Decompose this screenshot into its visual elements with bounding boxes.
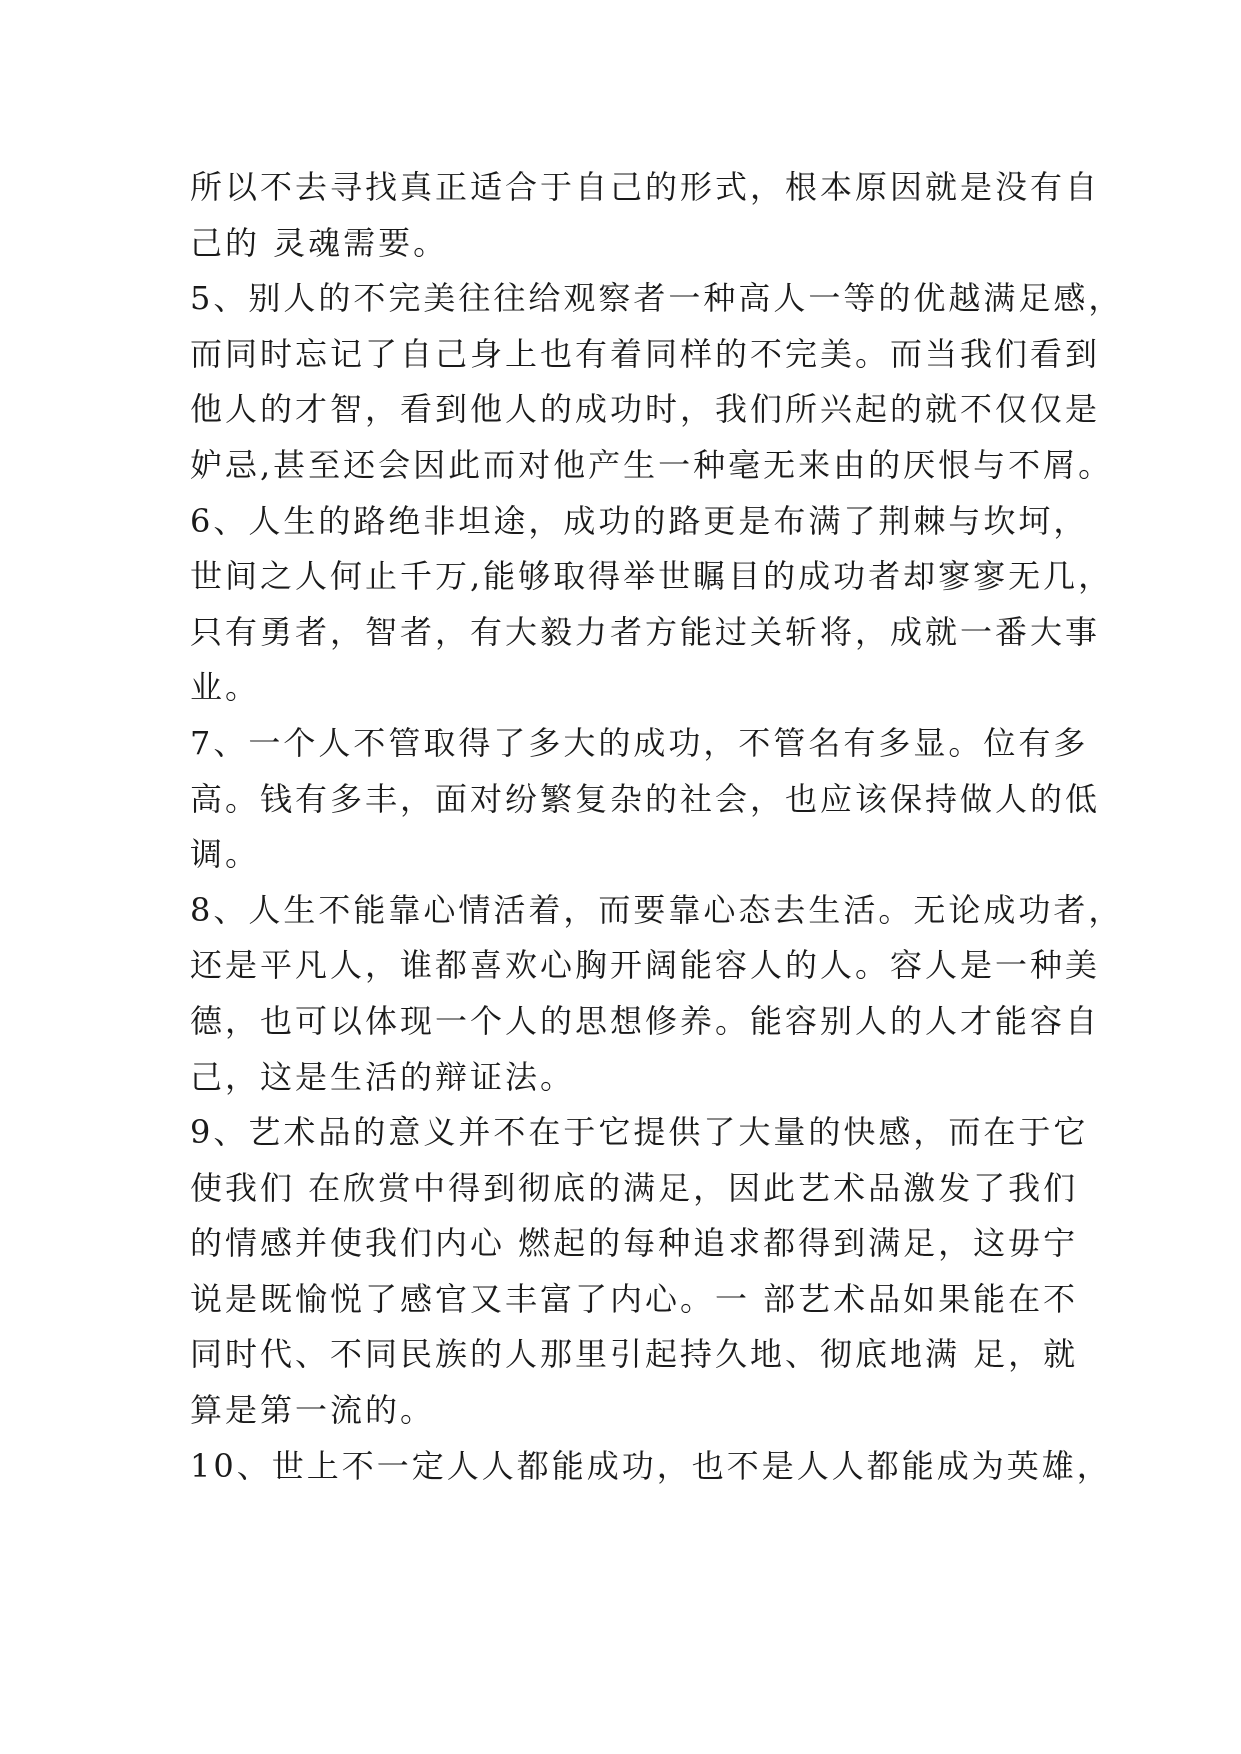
text-line: 业。 — [190, 668, 261, 707]
text-line: 7、一个人不管取得了多大的成功，不管名有多显。位有多 — [190, 723, 1089, 762]
text-line: 世间之人何止千万,能够取得举世瞩目的成功者却寥寥无几， — [190, 557, 1114, 596]
text-line: 的情感并使我们内心 燃起的每种追求都得到满足，这毋宁 — [190, 1224, 1079, 1263]
text-line: 己的 灵魂需要。 — [190, 223, 449, 262]
text-line: 妒忌,甚至还会因此而对他产生一种毫无来由的厌恨与不屑。 — [190, 445, 1114, 484]
text-line: 6、人生的路绝非坦途，成功的路更是布满了荆棘与坎坷， — [190, 501, 1089, 540]
text-line: 使我们 在欣赏中得到彻底的满足，因此艺术品激发了我们 — [190, 1168, 1079, 1207]
text-line: 10、世上不一定人人都能成功，也不是人人都能成为英雄， — [190, 1446, 1112, 1485]
text-line: 德，也可以体现一个人的思想修养。能容别人的人才能容自 — [190, 1001, 1101, 1040]
text-line: 同时代、不同民族的人那里引起持久地、彻底地满 足，就 — [190, 1335, 1079, 1374]
text-line: 算是第一流的。 — [190, 1391, 436, 1430]
text-line: 调。 — [190, 835, 261, 874]
text-line: 己，这是生活的辩证法。 — [190, 1057, 576, 1096]
body-text — [190, 160, 1124, 1494]
text-line: 高。钱有多丰，面对纷繁复杂的社会，也应该保持做人的低 — [190, 779, 1101, 818]
text-line: 所以不去寻找真正适合于自己的形式，根本原因就是没有自 — [190, 168, 1101, 206]
text-line: 说是既愉悦了感官又丰富了内心。一 部艺术品如果能在不 — [190, 1279, 1079, 1318]
text-line: 而同时忘记了自己身上也有着同样的不完美。而当我们看到 — [190, 334, 1101, 373]
text-line: 还是平凡人，谁都喜欢心胸开阔能容人的人。容人是一种美 — [190, 946, 1101, 985]
text-line: 9、艺术品的意义并不在于它提供了大量的快感，而在于它 — [190, 1113, 1089, 1152]
text-line: 他人的才智，看到他人的成功时，我们所兴起的就不仅仅是 — [190, 390, 1101, 429]
text-line: 只有勇者，智者，有大毅力者方能过关斩将，成就一番大事 — [190, 612, 1101, 651]
text-line: 5、别人的不完美往往给观察者一种高人一等的优越满足感， — [190, 279, 1124, 318]
text-line: 8、人生不能靠心情活着，而要靠心态去生活。无论成功者， — [190, 890, 1124, 929]
